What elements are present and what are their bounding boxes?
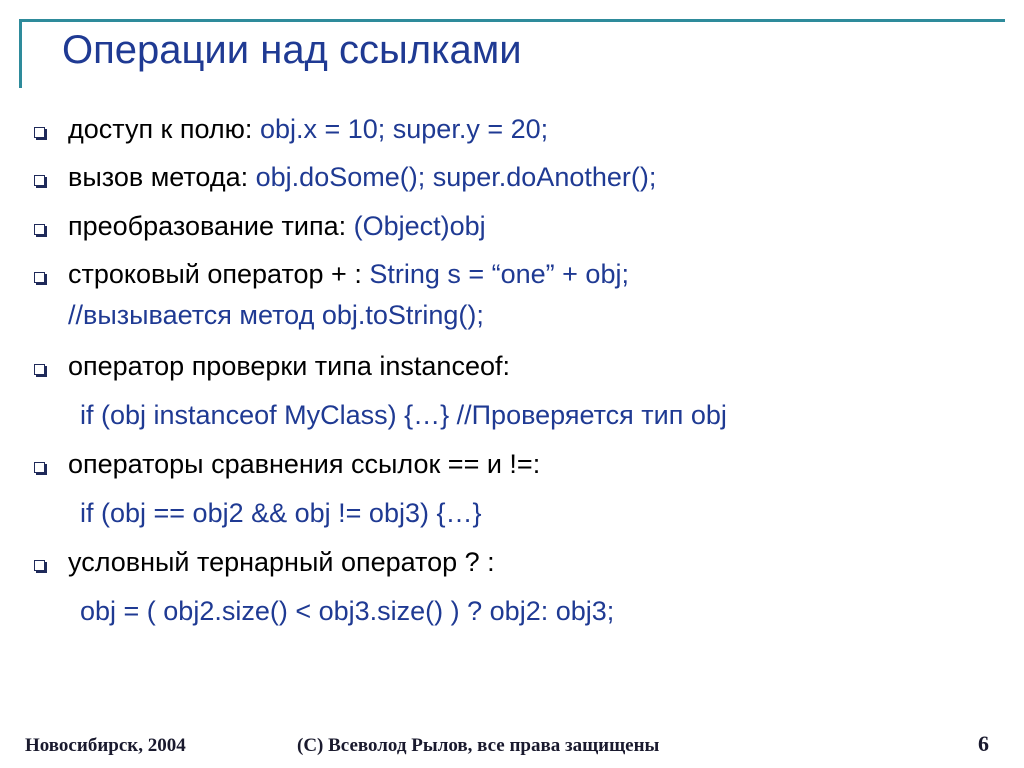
footer-copyright: (C) Всеволод Рылов, все права защищены (297, 735, 660, 756)
bullet-text: доступ к полю: (68, 114, 260, 144)
bullet-square-icon (34, 175, 45, 186)
bullet-text: строковый оператор + : (68, 259, 370, 289)
bullet-item (68, 449, 540, 480)
bullet-text: оператор проверки типа instanceof: (68, 351, 510, 381)
footer-location-year: Новосибирск, 2004 (25, 735, 186, 756)
bullet-item (68, 162, 656, 193)
bullet-square-icon (34, 272, 45, 283)
code-line: if (obj instanceof MyClass) {…} //Проверяется тип obj (80, 400, 727, 430)
bullet-text: операторы сравнения ссылок == и !=: (68, 449, 541, 479)
bullet-item (68, 351, 510, 382)
bullet-item (68, 114, 548, 145)
bullet-item (68, 547, 495, 578)
bullet-text: условный тернарный оператор ? : (68, 547, 495, 577)
bullet-square-icon (34, 560, 45, 571)
page-number: 6 (978, 731, 989, 756)
bullet-code: obj.doSome(); super.doAnother(); (255, 162, 657, 192)
bullet-square-icon (34, 224, 45, 235)
bullet-code: (Object)obj (353, 211, 486, 241)
code-line: if (obj == obj2 && obj != obj3) {…} (80, 498, 482, 528)
bullet-square-icon (34, 364, 45, 375)
bullet-continuation: //вызывается метод obj.toString(); (68, 300, 484, 330)
bullet-item (68, 211, 486, 242)
bullet-code: obj.x = 10; super.y = 20; (259, 114, 549, 144)
bullet-square-icon (34, 127, 45, 138)
code-line: obj = ( obj2.size() < obj3.size() ) ? obj2: obj3; (80, 596, 615, 626)
bullet-item (68, 259, 629, 290)
slide-title: Операции над ссылками (62, 28, 522, 72)
bullet-text: вызов метода: (68, 162, 256, 192)
bullet-text: преобразование типа: (68, 211, 354, 241)
bullet-code: String s = “one” + obj; (369, 259, 629, 289)
bullet-square-icon (34, 462, 45, 473)
